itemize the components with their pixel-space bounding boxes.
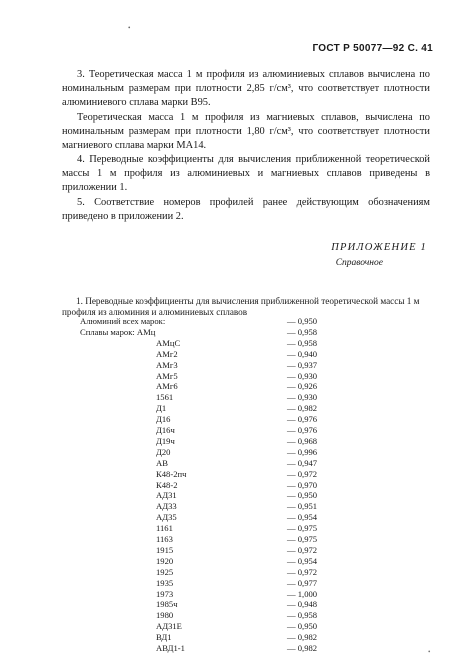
alloy-label: 1920: [156, 555, 174, 566]
paragraph-5: 5. Соответствие номеров профилей ранее действующим обозначениям приведено в приложении 2.: [62, 197, 430, 223]
alloy-label: 1985ч: [156, 599, 178, 610]
alloy-label: Сплавы марок: АМц: [80, 326, 156, 337]
table-row: [80, 316, 400, 326]
table-row: [80, 458, 400, 468]
alloy-label: 1935: [156, 577, 174, 588]
coefficient-value: — 0,951: [287, 501, 318, 512]
table-row: [80, 534, 400, 544]
alloy-label: АД35: [156, 512, 177, 523]
table-row: [80, 501, 400, 511]
alloy-label: 1161: [156, 523, 173, 534]
alloy-label: АВД1-1: [156, 643, 185, 653]
coefficient-value: — 0,996: [287, 446, 318, 457]
coefficient-value: — 0,972: [287, 468, 318, 479]
alloy-label: АД31Е: [156, 621, 182, 632]
table-row: [80, 469, 400, 479]
alloy-label: 1163: [156, 534, 173, 544]
alloy-label: 1925: [156, 566, 174, 577]
table-row: [80, 643, 400, 653]
coefficient-value: — 0,948: [287, 599, 318, 610]
coefficient-value: — 0,958: [287, 326, 318, 337]
table-row: [80, 480, 400, 490]
alloy-label: ВД1: [156, 632, 172, 643]
appendix-subtitle: Справочное: [335, 258, 383, 268]
coefficient-value: — 0,954: [287, 512, 318, 523]
alloy-label: АМг2: [156, 348, 178, 359]
alloy-label: Д19ч: [156, 435, 175, 446]
paragraph-4: 4. Переводные коэффициенты для вычисления приближенной теоретической массы 1 м профиля из алюминиевых и магниевых сплавов приведены в приложении 1.: [62, 154, 430, 194]
coefficient-value: — 0,958: [287, 610, 318, 621]
coefficient-value: — 0,930: [287, 392, 318, 403]
coefficient-value: — 0,982: [287, 403, 318, 414]
coefficient-value: — 0,968: [287, 435, 318, 446]
table-row: [80, 599, 400, 609]
coefficient-value: — 0,954: [287, 555, 318, 566]
coefficient-value: — 0,950: [287, 490, 318, 501]
table-row: [80, 523, 400, 533]
alloy-label: Д20: [156, 446, 171, 457]
alloy-label: АМцС: [156, 337, 181, 348]
table-row: [80, 567, 400, 577]
alloy-label: 1980: [156, 610, 174, 621]
alloy-label: АМг6: [156, 381, 178, 392]
table-row: [80, 381, 400, 391]
table-row: [80, 447, 400, 457]
coefficient-value: — 0,982: [287, 632, 318, 643]
coefficient-value: — 0,972: [287, 566, 318, 577]
coefficient-value: — 0,972: [287, 544, 318, 555]
table-row: [80, 414, 400, 424]
coefficient-value: — 0,975: [287, 534, 318, 544]
table-row: [80, 349, 400, 359]
coefficient-value: — 0,950: [287, 316, 318, 326]
coefficient-value: — 0,950: [287, 621, 318, 632]
table-row: [80, 403, 400, 413]
alloy-label: 1915: [156, 544, 174, 555]
table-row: [80, 610, 400, 620]
alloy-label: АМг5: [156, 370, 178, 381]
table-row: [80, 490, 400, 500]
coefficient-value: — 0,958: [287, 337, 318, 348]
table-row: [80, 371, 400, 381]
coefficient-value: — 0,977: [287, 577, 318, 588]
table-row: [80, 512, 400, 522]
table-row: [80, 578, 400, 588]
alloy-label: К48-2пч: [156, 468, 187, 479]
alloy-label: Д16ч: [156, 425, 175, 435]
alloy-label: Д1: [156, 403, 167, 414]
table-title: 1. Переводные коэффициенты для вычисления приближенной теоретической массы 1 м профиля из алюминия и алюминиевых сплавов: [62, 296, 420, 318]
table-row: [80, 425, 400, 435]
alloy-label: АД31: [156, 490, 177, 501]
coefficient-value: — 0,975: [287, 523, 318, 534]
table-row: [80, 545, 400, 555]
coefficient-value: — 0,976: [287, 425, 318, 435]
alloy-label: К48-2: [156, 479, 178, 490]
scan-speck: •: [428, 648, 431, 656]
table-row: [80, 621, 400, 631]
table-row: [80, 556, 400, 566]
alloy-label: 1973: [156, 588, 174, 599]
coefficient-value: — 1,000: [287, 588, 318, 599]
table-row: [80, 589, 400, 599]
coefficient-value: — 0,930: [287, 370, 318, 381]
table-row: [80, 632, 400, 642]
coefficient-value: — 0,970: [287, 479, 318, 490]
page-header: ГОСТ Р 50077—92 С. 41: [312, 43, 433, 54]
coefficient-value: — 0,947: [287, 457, 318, 468]
coefficient-value: — 0,926: [287, 381, 318, 392]
coefficient-value: — 0,940: [287, 348, 318, 359]
alloy-label: Алюминий всех марок:: [80, 316, 166, 326]
scan-speck: •: [128, 24, 131, 32]
table-row: [80, 436, 400, 446]
coefficient-value: — 0,937: [287, 359, 318, 370]
paragraph-3: 3. Теоретическая масса 1 м профиля из алюминиевых сплавов вычислена по номинальным размерам при плотности 2,85 г/см³, что соответствует плотности алюминиевого сплава марки В95.: [62, 69, 430, 109]
alloy-label: АМг3: [156, 359, 178, 370]
alloy-label: АВ: [156, 457, 168, 468]
table-row: [80, 392, 400, 402]
alloy-label: АД33: [156, 501, 177, 512]
coefficient-value: — 0,976: [287, 414, 318, 425]
table-row: [80, 360, 400, 370]
appendix-title: ПРИЛОЖЕНИЕ 1: [331, 242, 427, 253]
paragraph-3-magnesium: Теоретическая масса 1 м профиля из магниевых сплавов, вычислена по номинальным размерам при плотности 1,80 г/см³, что соответствует плотности магниевого сплава марки МА14.: [62, 112, 430, 152]
alloy-label: Д16: [156, 414, 171, 425]
alloy-label: 1561: [156, 392, 174, 403]
table-row: [80, 327, 400, 337]
table-row: [80, 338, 400, 348]
coefficient-value: — 0,982: [287, 643, 318, 653]
